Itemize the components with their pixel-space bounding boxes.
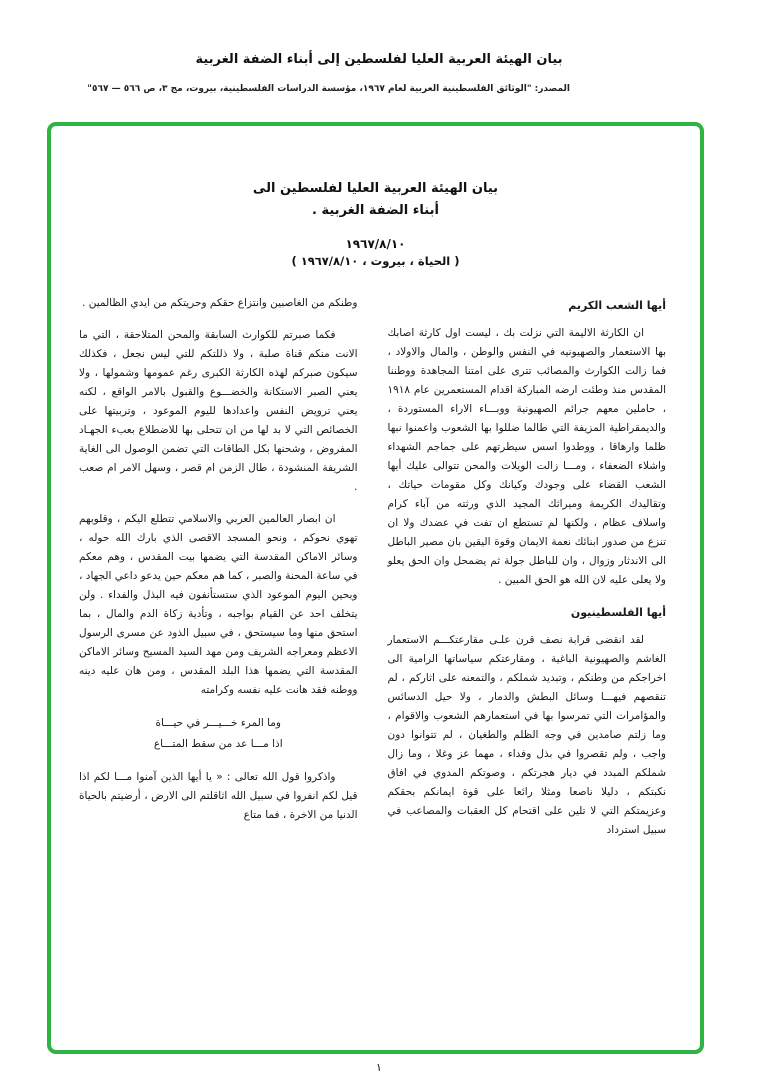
section-heading-palestinians: أيها الفلسطينيون <box>570 606 666 620</box>
paragraph: ان ابصار العالمين العربي والاسلامي تتطلع اليكم ، وقلوبهم تهوي نحوكم ، ونحو المسجد الاقصى الذي بارك الله حوله ، وسائر الاماكن المقدسة التي يضمها بيت المقدس ، وهم معكم في ساعة المحنة والصبر ، كما هم معكم حين يدعو داعي الجهاد ، وبحين اليوم الموعود الذي ستستأنفون فيه البذل والفداء . ولن يتخلف احد عن القيام بواجبه ، وتأدية زكاة الدم والمال ، بما استحق منها وما سيستحق ، في سبيل الذود عن مسرى الرسول الاعظم ومعراجه الشريف ومن مهد السيد المسيح وسائر الاماكن المقدسة التي يضمها هذا البلد المقدس ، ومن هان عليه دينه ووطنه فقد هانت عليه نفسه وكرامته <box>79 513 358 697</box>
document-publication: ( الحياة ، بيروت ، ١٩٦٧/٨/١٠ ) <box>291 254 460 269</box>
verse-line: اذا مـــا عد من سقط المتـــاع <box>153 738 283 751</box>
paragraph: وطنكم من الغاصبين وانتزاع حقكم وحريتكم من ايدي الظالمين . <box>82 297 358 310</box>
paragraph: لقد انقضى قرابة نصف قرن علـى مقارعتكـــم الاستعمار الغاشم والصهيونية الباغية ، ومقارعتكم سياساتها الرامية الى اخراجكم من وطنكم ، وتبديد شملكم ، والتمعنه على اثاركم ، لم تنقصهم فيهـــا وسائل البطش والدمار ، ولا حيل الدسائس والمؤامرات التي تمرسوا بها في استعمارهم الشعوب والاقوام ، وما زلتم صامدين في وجه الظلم والطغيان ، لم تتوانوا دون واجب ، ولم تقصروا في بذل وفداء ، مهما عز وغلا ، وما زال شملكم المبدد في ديار هجرتكم ، وصوتكم المدوي في افاق نكبتكم ، دليلا ناصعا ومثلا رائعا على قوة ايمانكم بحقكم وعزيمتكم التي لا تلين على اقتحام كل العقبات والمصاعب في سبيل استرداد <box>387 634 666 837</box>
document-frame <box>47 122 704 1054</box>
document-title-line2: أبناء الضفة الغربية . <box>312 203 439 219</box>
page-header-title: بيان الهيئة العربية العليا لفلسطين إلى أبناء الضفة الغربية <box>195 52 563 67</box>
document-body <box>51 268 700 853</box>
column-left <box>79 294 358 853</box>
document-date: ١٩٦٧/٨/١٠ <box>345 237 406 252</box>
section-heading-dear-people: أيها الشعب الكريم <box>568 299 666 313</box>
verse-line: وما المرء خـــيـــر في حيـــاة <box>155 717 281 730</box>
column-right <box>388 294 667 853</box>
paragraph: فكما صبرتم للكوارث السابقة والمحن المتلاحقة ، التي ما الانت منكم قناة صلبة ، ولا ذللتكم للتي ليس نجعل ، فكذلك سيكون صبركم لهذه الكارثة الكبرى رغم عمومها وشمولها ، ولا يعني الصبر الاستكانة والخضـــوع والقبول بالامر الواقع ، لكنه يعني ترويض النفس واعدادها لليوم الموعود ، وتربيتها على الخصائص التي لا بد لها من ان تتحلى بها للاضطلاع بعبء الجهـاد المفروض ، وشحنها بكل الطاقات التي تضمن الوصول الى الغاية الشريفة المنشودة ، طال الزمن ام قصر ، وسهل الامر ام صعب . <box>79 329 358 494</box>
paragraph: ان الكارثة الاليمة التي نزلت بك ، ليست اول كارثة اصابك بها الاستعمار والصهيونيه في النفس والوطن ، والمال والاولاد ، فما زالت الكوارث والمصائب تترى على امتنا المجاهدة ووطننا المقدس منذ وطئت ارضه المباركة اقدام المستعمرين عام ١٩١٨ ، حاملين معهم جرائم الصهيونية ووبـــاء الاراء المستوردة ، والديمقراطية المزيفة التي طالما ضللوا بها الشعوب واعمنوا نبها ظلما وارهاقا ، ووطدوا اسس سيطرتهم على جماجم الشهداء واشلاء الضعفاء ، ومـــا زالت الويلات والمحن تتوالى عليك أيها الشعب القضاء على وجودك وكيانك وكل مقومات حياتك ، وتقاليدك الكريمة وميراثك المجيد الذي ورثته من آباء كرام واسلاف عظام ، ولكنها لم تستطع ان تفت في عضدك ولا ان تنزع من صدور ابنائك نعمة الايمان وقوة اليقين بان مصير الباطل الى الاندثار وزوال ، وان للباطل جولة ثم يضمحل وان الحق يعلو ولا يعلى عليه لان الله هو الحق المبين . <box>387 327 666 587</box>
poetry-verse <box>79 713 358 755</box>
paragraph: واذكروا قول الله تعالى : « يا أيها الذين آمنوا مـــا لكم اذا قيل لكم انفروا في سبيل الله اثاقلتم الى الارض ، أرضيتم بالحياة الدنيا من الاخرة ، فما متاع <box>79 771 358 822</box>
source-citation: المصدر: "الوثائق الفلسطينية العربية لعام ١٩٦٧، مؤسسة الدراسات الفلسطينية، بيروت، مج ٣، ص ٥٦٦ — ٥٦٧" <box>87 84 570 94</box>
page-number: ١ <box>376 1061 382 1074</box>
document-title-line1: بيان الهيئة العربية العليا لفلسطين الى <box>252 181 499 196</box>
document-title <box>51 178 700 222</box>
